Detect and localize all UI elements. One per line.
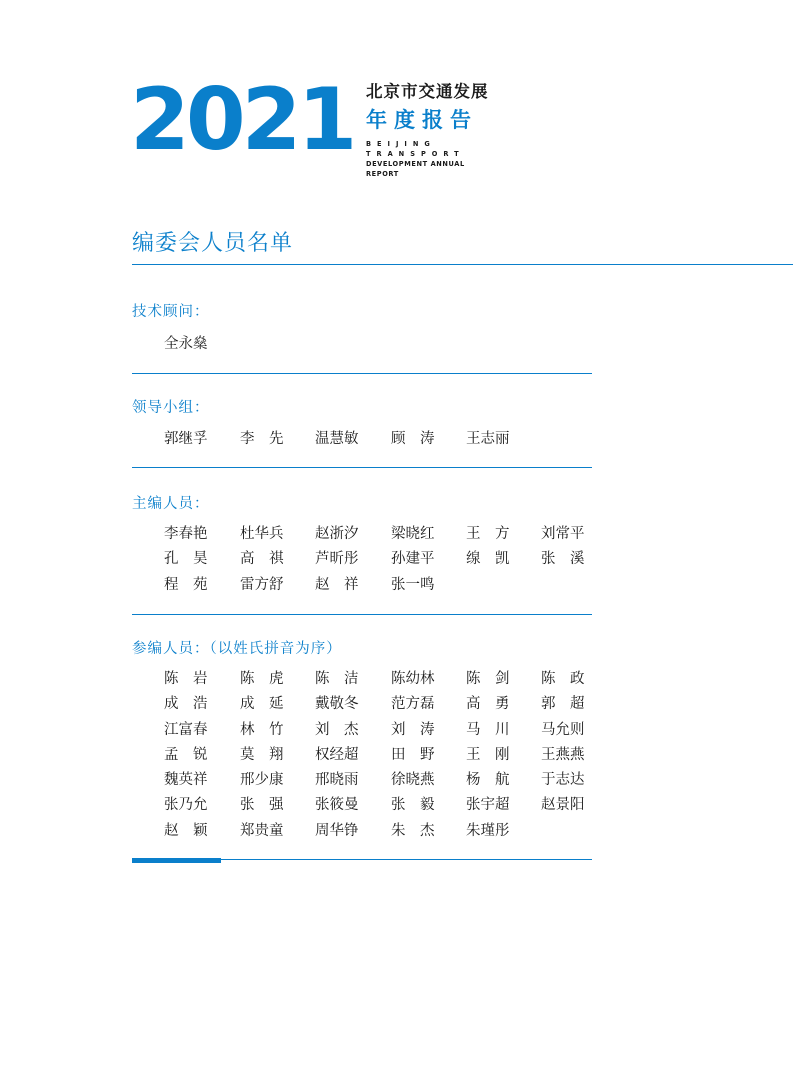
member-name: 孟 锐 [164,746,208,763]
member-name: 张宇超 [466,797,510,814]
member-name: 高 祺 [240,551,284,568]
member-name: 李春艳 [164,526,208,542]
member-name: 王 方 [466,526,510,542]
names-chief-editors [164,524,604,600]
member-name: 江富春 [164,721,208,738]
member-name: 陈 洁 [315,671,359,687]
name-row [164,770,604,795]
section-label-participants: 参编人员：（以姓氏拼音为序） [132,641,342,657]
name-row [164,429,604,454]
name-row [164,575,604,600]
name-row [164,821,604,846]
name-row [164,524,604,549]
report-title-block [366,82,496,179]
member-name: 范方磊 [391,696,435,713]
member-name: 马 川 [466,721,510,738]
member-name: 田 野 [391,746,435,763]
member-name: 陈 岩 [164,671,208,687]
member-name: 孙建平 [391,551,435,568]
member-name: 缐 凯 [466,551,510,568]
member-name: 成 浩 [164,696,208,713]
name-row [164,549,604,574]
member-name: 戴敬冬 [315,696,359,713]
member-name: 陈 政 [541,671,585,687]
footer-accent-bar [132,858,221,863]
member-name: 陈 剑 [466,671,510,687]
name-row [164,694,604,719]
name-row [164,720,604,745]
member-name: 赵 祥 [315,576,359,593]
member-name: 高 勇 [466,696,510,713]
member-name: 张筱曼 [315,797,359,814]
member-name: 张 毅 [391,797,435,814]
section-divider [132,467,592,468]
name-row [164,795,604,820]
member-name: 王志丽 [466,431,510,447]
member-name: 杜华兵 [240,526,284,542]
member-name: 莫 翔 [240,746,284,763]
member-name: 李 先 [240,431,284,447]
member-name: 陈幼林 [391,671,435,687]
member-name: 徐晓燕 [391,772,435,789]
member-name: 雷方舒 [240,576,284,593]
member-name: 王 刚 [466,746,510,763]
member-name: 郭 超 [541,696,585,713]
report-type-name: 年度报告 [366,108,478,132]
name-row [164,334,604,359]
title-divider [132,264,793,265]
member-name: 张一鸣 [391,576,435,593]
report-org-name: 北京市交通发展 [366,82,489,101]
member-name: 杨 航 [466,772,510,789]
member-name: 权经超 [315,746,359,763]
names-advisor [164,334,604,359]
member-name: 孔 昊 [164,551,208,568]
section-divider [132,373,592,374]
section-divider [132,614,592,615]
name-row [164,669,604,694]
member-name: 张乃允 [164,797,208,814]
member-name: 王燕燕 [541,746,585,763]
member-name: 于志达 [541,772,585,789]
member-name: 张 强 [240,797,284,814]
name-row [164,745,604,770]
member-name: 赵 颖 [164,822,208,839]
member-name: 张 溪 [541,551,585,568]
member-name: 朱瑾彤 [466,822,510,839]
section-label-advisor: 技术顾问： [132,304,210,320]
member-name: 梁晓红 [391,526,435,542]
member-name: 顾 涛 [391,431,435,447]
report-english-line2: DEVELOPMENT ANNUAL REPORT [366,160,465,178]
member-name: 刘常平 [541,526,585,542]
member-name: 郭继孚 [164,431,208,447]
member-name: 赵景阳 [541,797,585,814]
member-name: 全永燊 [164,336,208,352]
member-name: 刘 杰 [315,721,359,738]
member-name: 芦昕彤 [315,551,359,568]
page-title: 编委会人员名单 [132,231,294,256]
member-name: 邢少康 [240,772,284,789]
member-name: 赵浙汐 [315,526,359,542]
member-name: 郑贵童 [240,822,284,839]
names-leadership [164,429,604,454]
member-name: 魏英祥 [164,772,208,789]
member-name: 程 苑 [164,576,208,593]
section-label-chief-editors: 主编人员： [132,496,210,512]
section-label-leadership: 领导小组： [132,400,210,416]
member-name: 朱 杰 [391,822,435,839]
names-participants [164,669,604,846]
member-name: 周华铮 [315,822,359,839]
member-name: 马允则 [541,721,585,738]
member-name: 成 延 [240,696,284,713]
member-name: 温慧敏 [315,431,359,447]
report-year: 2021 [130,70,354,170]
member-name: 邢晓雨 [315,772,359,789]
member-name: 陈 虎 [240,671,284,687]
member-name: 林 竹 [240,721,284,738]
member-name: 刘 涛 [391,721,435,738]
report-english-line1: BEIJING TRANSPORT [366,140,465,158]
